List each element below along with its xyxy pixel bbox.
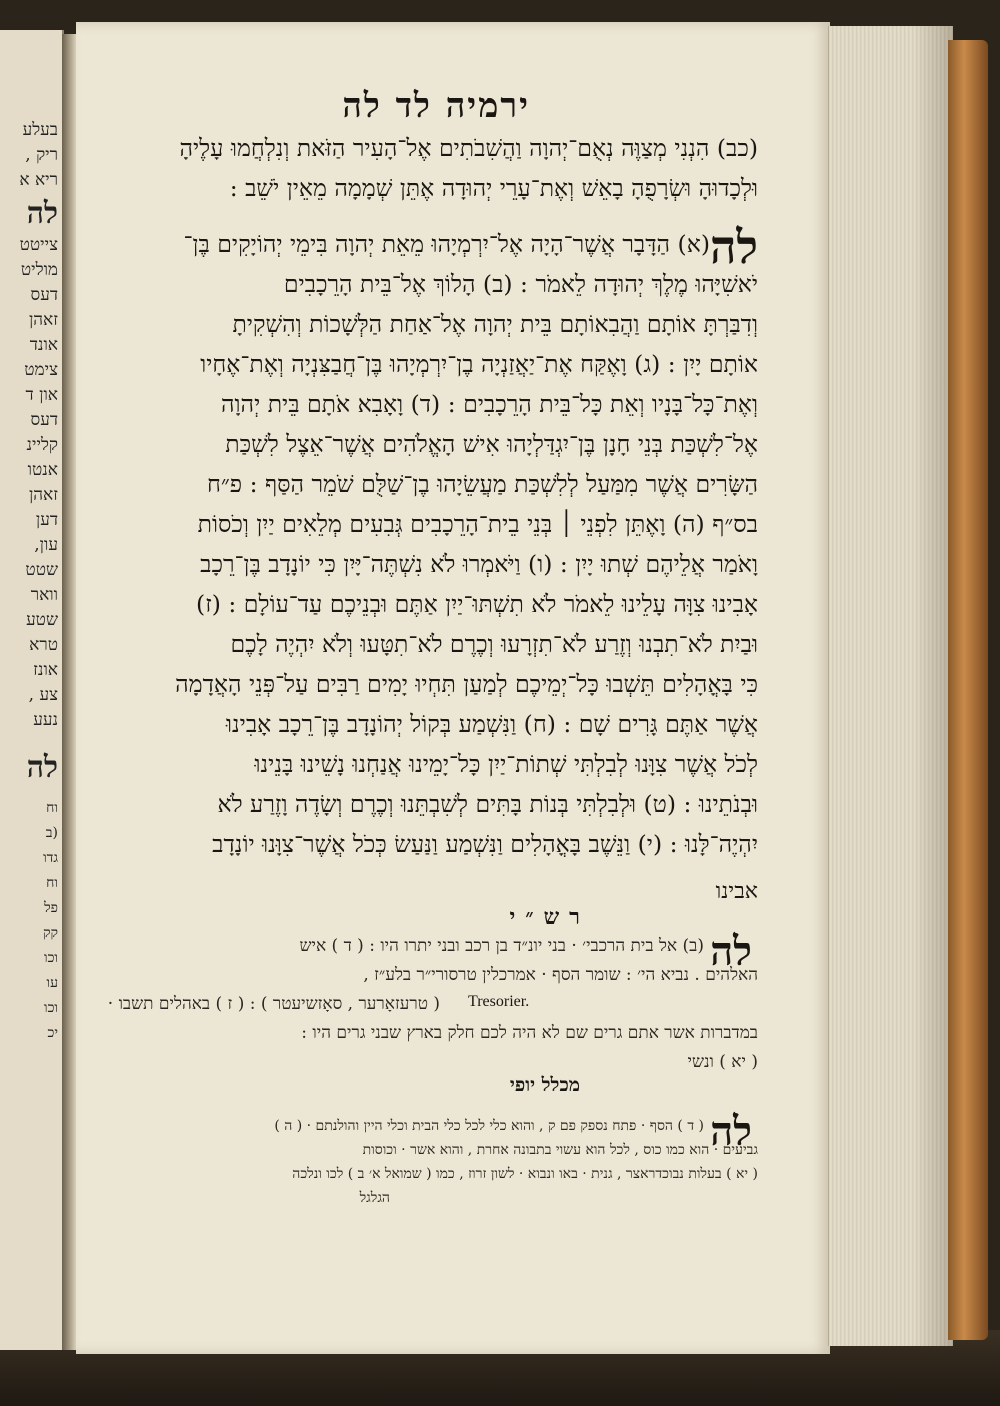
verse-line: וְאֶת־כָּל־בָּנָיו וְאֵת כָּל־בֵּית הָרֵכָבִים : (ד) וָאָבִא אֹתָם בֵּית יְהוָה — [221, 390, 758, 418]
mikhlal-line: גביעים · הוא כמו כוס , לכל הוא עשוי בתבונה אחרת , והוא אשר · וכוסות — [362, 1142, 758, 1158]
verse-line: הַשָּׂרִים אֲשֶׁר מִמַּעַל לְלִשְׁכַּת מַעֲשֵׂיָהוּ בֶן־שַׁלֻּם שֹׁמֵר הַסַּף : פ״ח — [206, 470, 758, 498]
left-page-fragment: דעס — [30, 285, 58, 305]
left-page-fragment: קק — [43, 925, 58, 941]
left-page-fragment: זאהן — [28, 310, 58, 330]
verse-line: אֲשֶׁר אַתֶּם גָּרִים שָׁם : (ח) וַנִּשְׁמַע בְּקוֹל יְהוֹנָדָב בֶּן־רֵכָב אָבִינוּ — [226, 710, 758, 738]
left-page-fragment: שטט — [25, 560, 58, 580]
left-page-fragment: און ד — [25, 385, 58, 405]
left-page-fragment: יכ — [47, 1025, 58, 1041]
prev-chapter-line: וּלְכָדוּהָ וּשְׂרָפֻהָ בָאֵשׁ וְאֶת־עָרֵי יְהוּדָה אֶתֵּן שְׁמָמָה מֵאֵין יֹשֵׁב : — [229, 174, 758, 202]
left-page-fragment: וח — [46, 800, 58, 816]
verse-line: יִהְיֶה־לָּנוּ : (י) וַנֵּשֶׁב בָּאֳהָלִים וַנִּשְׁמַע וַנַּעַשׂ כְּכֹל אֲשֶׁר־צִוָּנוּ יוֹנָדָב — [212, 830, 758, 858]
left-page-fragment: וואר — [30, 585, 58, 605]
rashi-chapter-number: לה — [710, 928, 752, 975]
verse-line: כִּי בָּאֳהָלִים תֵּשְׁבוּ כָּל־יְמֵיכֶם לְמַעַן תִּחְיוּ יָמִים רַבִּים עַל־פְּנֵי הָאֲדָמָה — [175, 670, 758, 698]
left-page-fragment: מוליט — [20, 260, 58, 280]
left-page-fragment: דעס — [30, 410, 58, 430]
left-page-fragment: וח — [46, 875, 58, 891]
left-page-fragment: עו — [46, 975, 58, 991]
gutter — [62, 34, 76, 1350]
left-page-fragment: בעלע — [22, 120, 58, 140]
verse-line: לְכֹל אֲשֶׁר צִוָּנוּ לְבִלְתִּי שְׁתוֹת־יַיִן כָּל־יָמֵינוּ אֲנַחְנוּ נָשֵׁינוּ בָּנֵינוּ — [254, 750, 758, 778]
verse-line: וְדִבַּרְתָּ אוֹתָם וַהֲבִאוֹתָם בֵּית יְהוָה אֶל־אַחַת הַלְּשָׁכוֹת וְהִשְׁקִיתָ — [232, 310, 758, 338]
rashi-line: ( יא ) ונשי — [687, 1052, 758, 1072]
left-page-fragment: אונד — [29, 335, 58, 355]
left-page-fragment: צייטט — [19, 235, 58, 255]
cover-edge — [948, 40, 988, 1340]
left-page-fragment: פל — [44, 900, 58, 916]
rashi-title: רש״י — [509, 904, 590, 930]
rashi-line: במדברות אשר אתם גרים שם לא היה לכם חלק בארץ שבני גרים היו : — [301, 1023, 758, 1043]
catchword: אבינו — [715, 879, 758, 904]
rashi-line: האלהים . נביא הי׳ : שומר הסף · אמרכלין טרסורי״ר בלע״ז , — [363, 965, 758, 985]
verse-line: (א) הַדָּבָר אֲשֶׁר־הָיָה אֶל־יִרְמְיָהוּ מֵאֵת יְהוָה בִּימֵי יְהוֹיָקִים בֶּן־ — [183, 230, 710, 258]
left-page-fragment: נעע — [33, 710, 58, 730]
verse-line: אֶל־לִשְׁכַּת בְּנֵי חָנָן בֶּן־יִגְדַּלְיָהוּ אִישׁ הָאֱלֹהִים אֲשֶׁר־אֵצֶל לִשְׁכַּת — [225, 430, 758, 458]
left-page-fragment: דען — [35, 510, 58, 530]
verse-line: אוֹתָם יָיִן : (ג) וָאֶקַּח אֶת־יַאֲזַנְיָה בֶן־יִרְמְיָהוּ בֶּן־חֲבַצִּנְיָה וְאֶת־אֶחָיו — [200, 350, 758, 378]
running-head: ירמיה לד לה — [342, 86, 530, 126]
left-page-fragment: עון, — [34, 535, 58, 555]
left-page-fragment: אנטו — [27, 460, 58, 480]
mikhlal-chapter-number: לה — [710, 1108, 752, 1155]
left-page-fragment: אונז — [33, 660, 58, 680]
mikhlal-line: ( ד ) הסף · פתח נספק פם ק , והוא כלי לכל כלי הבית וכלי היין והולנתם · ( ה ) — [274, 1118, 704, 1134]
left-page-fragment: טרא — [29, 635, 58, 655]
verse-line: יֹאשִׁיָּהוּ מֶלֶךְ יְהוּדָה לֵאמֹר : (ב) הָלוֹךְ אֶל־בֵּית הָרֵכָבִים — [283, 270, 758, 298]
left-page-fragment: זאהן — [28, 485, 58, 505]
left-page-fragment: לה — [26, 196, 58, 231]
left-page-fragment: צע , — [28, 685, 58, 705]
left-page-fragment: וכו — [43, 1000, 58, 1016]
prev-chapter-line: (כב) הִנְנִי מְצַוֶּה נְאֻם־יְהוָה וַהֲשִׁבֹתִים אֶל־הָעִיר הַזֹּאת וְנִלְחֲמוּ עָלֶיהָ — [179, 134, 758, 162]
verse-line: וּבְנֹתֵינוּ : (ט) וּלְבִלְתִּי בְּנוֹת בָּתִּים לְשִׁבְתֵּנוּ וְכֶרֶם וְשָׂדֶה וָזֶרַע לֹא — [217, 790, 758, 818]
rashi-line: ( טרעזאָרער , סאָזשיעטר ) : ( ז ) באהלים תשבו · — [107, 994, 440, 1014]
mikhlal-line: הגלגל — [359, 1190, 390, 1206]
fore-edge — [828, 26, 953, 1346]
verse-line: בס״ף (ה) וָאֶתֵּן לִפְנֵי ׀ בְּנֵי בֵית־הָרֵכָבִים גְּבִעִים מְלֵאִים יַיִן וְכֹסוֹת — [197, 510, 758, 538]
left-page-fragment: וכו — [43, 950, 58, 966]
left-page-fragment: לה — [26, 750, 58, 785]
left-page-fragment: ריא א — [19, 170, 58, 190]
mikhlal-title: מכלל יופי — [509, 1074, 580, 1096]
left-page — [0, 30, 64, 1350]
chapter-number: לה — [710, 220, 758, 274]
left-page-fragment: שטע — [26, 610, 58, 630]
left-page-fragment: (ב — [45, 825, 58, 841]
rashi-line: (ב) אל בית הרכבי׳ · בני יונ״ד בן רכב ובני יתרו היו : ( ד ) איש — [299, 936, 704, 956]
left-page-fragment: קליינ — [26, 435, 58, 455]
verse-line: אָבִינוּ צִוָּה עָלֵינוּ לֵאמֹר לֹא תִשְׁתּוּ־יַיִן אַתֶּם וּבְנֵיכֶם עַד־עוֹלָם : (ז) — [196, 590, 758, 618]
left-page-fragment: ריק , — [25, 145, 58, 165]
mikhlal-line: ( יא ) בעלות נבוכדראצר , גנית · באו ונבוא · לשון זרוז , כמו ( שמואל א׳ ב ) לכו ונלכה — [292, 1166, 758, 1182]
left-page-fragment: גדו — [43, 850, 58, 866]
verse-line: וָאֹמַר אֲלֵיהֶם שְׁתוּ יָיִן : (ו) וַיֹּאמְרוּ לֹא נִשְׁתֶּה־יָּיִן כִּי יוֹנָדָב בֶּן־רֵכָב — [200, 550, 758, 578]
left-page-fragment: צימט — [24, 360, 58, 380]
latin-gloss: Tresorier. — [468, 993, 530, 1010]
verse-line: וּבַיִת לֹא־תִבְנוּ וְזֶרַע לֹא־תִזְרָעוּ וְכֶרֶם לֹא־תִטָּעוּ וְלֹא יִהְיֶה לָכֶם — [230, 630, 758, 658]
